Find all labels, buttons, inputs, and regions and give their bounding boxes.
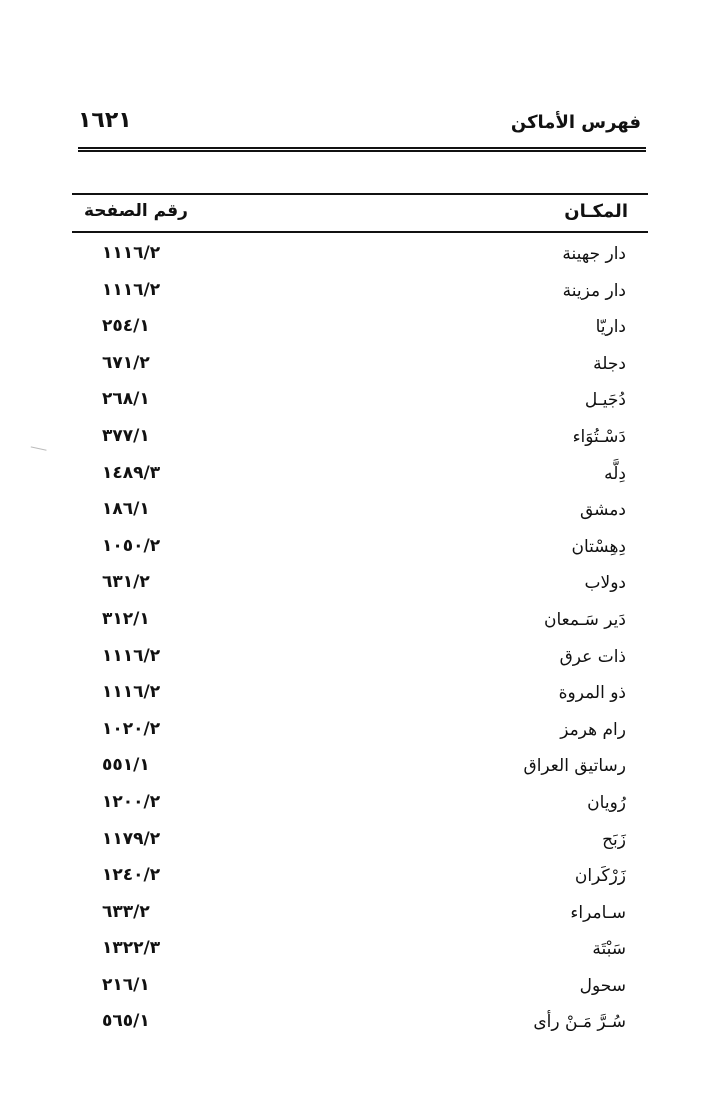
place-name: زَبَح xyxy=(602,829,626,850)
place-name: دِلَّه xyxy=(604,463,626,484)
place-name: سُـرَّ مَـنْ رأى xyxy=(533,1012,626,1033)
column-header-place: المكـان xyxy=(564,201,628,222)
table-row xyxy=(72,491,648,528)
table-row xyxy=(72,967,648,1004)
place-name: دار جهينة xyxy=(562,244,626,264)
column-header-page: رقم الصفحة xyxy=(84,201,188,221)
page-reference: ١٢٤٠/٢ xyxy=(102,865,161,886)
table-row xyxy=(72,784,648,821)
page-reference: ٣٧٧/١ xyxy=(102,425,150,446)
table-row xyxy=(72,821,648,858)
margin-mark xyxy=(29,446,46,456)
page-reference: ٦٧١/٢ xyxy=(102,352,150,373)
place-name: دجلة xyxy=(593,353,626,374)
table-row xyxy=(72,638,648,675)
place-name: ذات عرق xyxy=(559,646,626,667)
table-row xyxy=(72,1003,648,1040)
place-name: رساتيق العراق xyxy=(523,756,626,777)
table-row xyxy=(72,345,648,382)
page-number: ١٦٢١ xyxy=(78,108,132,133)
table-row xyxy=(72,308,648,345)
place-name: دَير سَـمعان xyxy=(543,609,626,630)
table-row xyxy=(72,564,648,601)
page-reference: ١٠٢٠/٢ xyxy=(102,718,161,739)
place-name: دِهِسْتان xyxy=(571,536,626,557)
page-reference: ١٠٥٠/٢ xyxy=(102,535,161,556)
table-row xyxy=(72,857,648,894)
page-reference: ١٤٨٩/٣ xyxy=(102,462,161,483)
place-name: دُجَيـل xyxy=(584,390,626,411)
place-name: زَرْكَران xyxy=(574,866,626,887)
page-reference: ٢٥٤/١ xyxy=(102,316,150,337)
page-reference: ١٨٦/١ xyxy=(102,499,150,520)
page-reference: ١٢٠٠/٢ xyxy=(102,791,161,812)
running-header xyxy=(78,108,641,138)
place-name: دمشق xyxy=(579,500,626,521)
place-name: دار مزينة xyxy=(562,280,626,301)
table-row xyxy=(72,272,648,309)
page-reference: ٥٦٥/١ xyxy=(102,1011,150,1032)
table-row xyxy=(72,674,648,711)
table-row xyxy=(72,528,648,565)
table-header xyxy=(72,193,648,233)
page-reference: ٢٦٨/١ xyxy=(102,389,150,410)
page-reference: ١١١٦/٢ xyxy=(102,279,161,300)
places-index-table xyxy=(72,193,648,1040)
place-name: سَبْتَة xyxy=(592,939,626,960)
place-name: دولاب xyxy=(584,573,626,594)
page-reference: ٣١٢/١ xyxy=(102,608,150,629)
table-row xyxy=(72,711,648,748)
place-name: رام هرمز xyxy=(560,719,626,740)
place-name: رُويان xyxy=(587,792,626,813)
page-reference: ١٣٢٢/٣ xyxy=(102,938,161,959)
page-reference: ٦٣٣/٢ xyxy=(102,901,150,922)
table-row xyxy=(72,235,648,272)
place-name: داريّا xyxy=(595,317,626,338)
page-reference: ١١١٦/٢ xyxy=(102,243,161,263)
header-double-rule xyxy=(78,147,646,152)
page-reference: ١١١٦/٢ xyxy=(102,645,161,666)
place-name: سـامراء xyxy=(570,902,626,923)
table-row xyxy=(72,381,648,418)
place-name: دَسْـتُوَاء xyxy=(572,426,626,447)
table-row xyxy=(72,930,648,967)
table-row xyxy=(72,601,648,638)
place-name: ذو المروة xyxy=(558,683,626,704)
table-body xyxy=(72,235,648,1040)
page-reference: ٢١٦/١ xyxy=(102,974,150,995)
page-reference: ١١٧٩/٢ xyxy=(102,828,161,849)
table-row xyxy=(72,418,648,455)
page-reference: ١١١٦/٢ xyxy=(102,682,161,703)
table-row xyxy=(72,455,648,492)
running-title: فهرس الأماكن xyxy=(510,112,641,133)
table-row xyxy=(72,894,648,931)
place-name: سحول xyxy=(579,975,626,996)
page-reference: ٦٣١/٢ xyxy=(102,572,150,593)
table-row xyxy=(72,747,648,784)
page-reference: ٥٥١/١ xyxy=(102,755,150,776)
